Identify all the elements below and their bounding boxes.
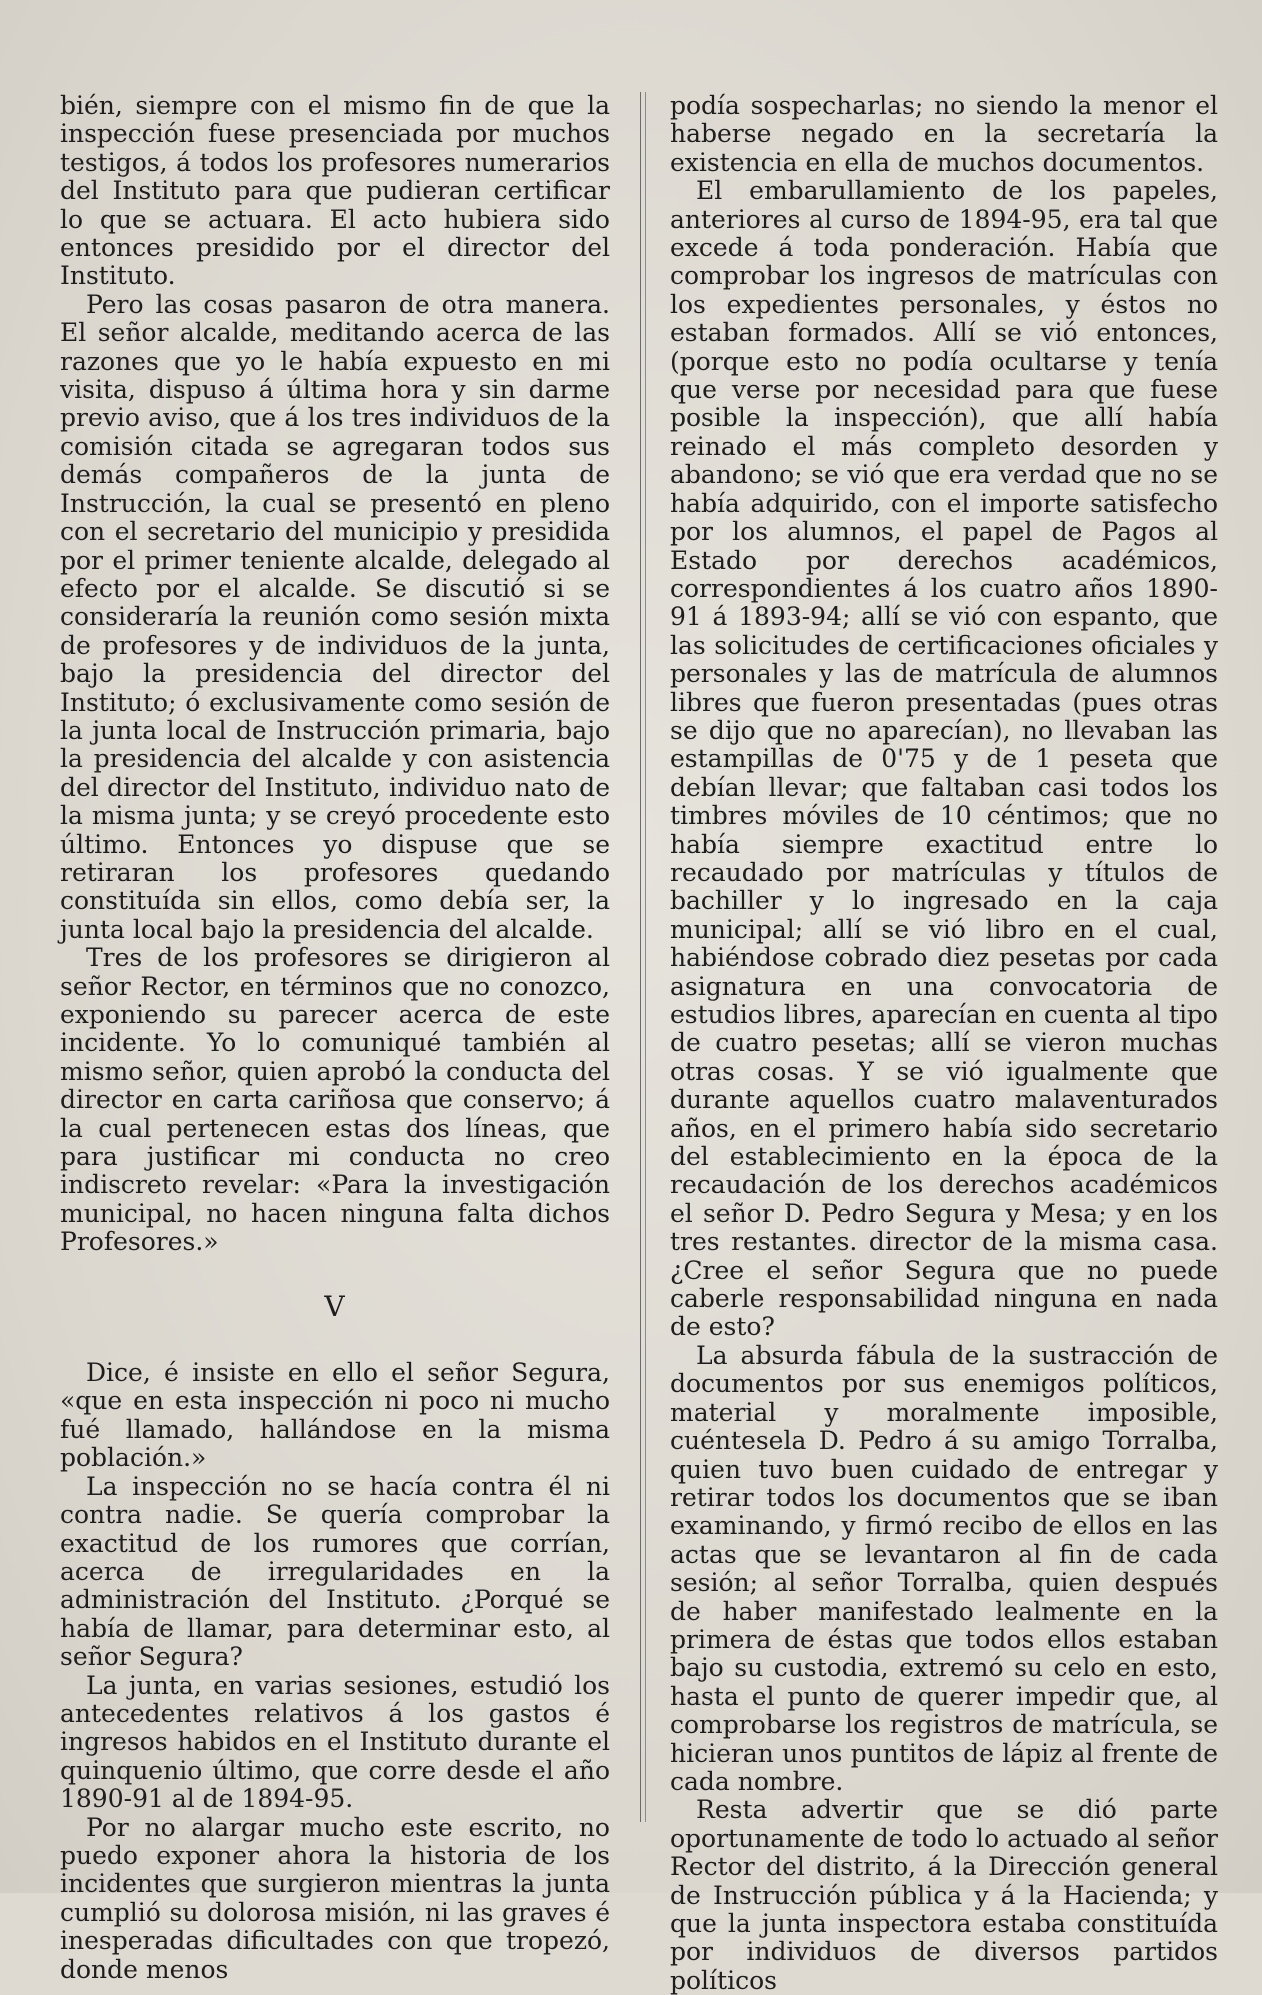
paragraph: Pero las cosas pasaron de otra manera. El señor alcalde, meditando acerca de las razones que yo le había expuesto en mi visita, dispuso á última hora y sin darme previo aviso, que á los tres individuos de la comisión citada se agregaran todos sus demás compañeros de la junta de Instrucción, la cual se presentó en pleno con el secretario del municipio y presidida por el primer teniente alcalde, delegado al efecto por el alcalde. Se discutió si se consideraría la reunión como sesión mixta de profesores y de individuos de la junta, bajo la presidencia del director del Instituto; ó exclusivamente como sesión de la junta local de Instrucción primaria, bajo la presidencia del alcalde y con asistencia del director del Instituto, individuo nato de la misma junta; y se creyó procedente esto último. Entonces yo dispuse que se retiraran los profesores quedando constituída sin ellos, como debía ser, la junta local bajo la presidencia del alcalde. [60,289,610,944]
paragraph: Resta advertir que se dió parte oportunamente de todo lo actuado al señor Rector del distrito, á la Dirección general de Instrucción pública y á la Hacienda; y que la junta inspectora estaba constituída por individuos de diversos partidos políticos [670,1795,1218,1995]
column-divider [645,92,646,1822]
paragraph: Por no alargar mucho este escrito, no puedo exponer ahora la historia de los incidentes que surgieron mientras la junta cumplió su dolorosa misión, ni las graves é inesperadas dificultades con que tropezó, donde menos [60,1812,610,1984]
section-heading: V [324,1289,346,1323]
right-column [670,92,1218,1995]
paragraph: podía sospecharlas; no siendo la menor el haberse negado en la secretaría la existencia en ella de muchos documentos. [670,91,1218,177]
column-divider [640,92,641,1822]
paragraph: bién, siempre con el mismo fin de que la inspección fuese presenciada por muchos testigos, á todos los profesores numerarios del Instituto para que pudieran certificar lo que se actuara. El acto hubiera sido entonces presidido por el director del Instituto. [60,91,610,291]
paragraph: La inspección no se hacía contra él ni contra nadie. Se quería comprobar la exactitud de los rumores que corrían, acerca de irregularidades en la administración del Instituto. ¿Porqué se había de llamar, para determinar esto, al señor Segura? [60,1471,610,1672]
paragraph: La junta, en varias sesiones, estudió los antecedentes relativos á los gastos é ingresos habidos en el Instituto durante el quinquenio último, que corre desde el año 1890-91 al de 1894-95. [60,1670,610,1814]
paragraph: La absurda fábula de la sustracción de documentos por sus enemigos políticos, material y moralmente imposible, cuéntesela D. Pedro á su amigo Torralba, quien tuvo buen cuidado de entregar y retirar todos los documentos que se iban examinando, y firmó recibo de ellos en las actas que se levantaron al fin de cada sesión; al señor Torralba, quien después de haber manifestado lealmente en la primera de éstas que todos ellos estaban bajo su custodia, extremó su celo en esto, hasta el punto de querer impedir que, al comprobarse los registros de matrícula, se hicieran unos puntitos de lápiz al frente de cada nombre. [670,1340,1218,1796]
paragraph: El embarullamiento de los papeles, anteriores al curso de 1894-95, era tal que excede á toda ponderación. Había que comprobar los ingresos de matrículas con los expedientes personales, y éstos no estaban formados. Allí se vió entonces, (porque esto no podía ocultarse y tenía que verse por necesidad para que fuese posible la inspección), que allí había reinado el más completo desorden y abandono; se vió que era verdad que no se había adquirido, con el importe satisfecho por los alumnos, el papel de Pagos al Estado por derechos académicos, correspondientes á los cuatro años 1890-91 á 1893-94; allí se vió con espanto, que las solicitudes de certificaciones oficiales y personales y las de matrícula de alumnos libres que fueron presentadas (pues otras se dijo que no aparecían), no llevaban las estampillas de 0'75 y de 1 peseta que debían llevar; que faltaban casi todos los timbres móviles de 10 céntimos; que no había siempre exactitud entre lo recaudado por matrículas y títulos de bachiller y lo ingresado en la caja municipal; allí se vió libro en el cual, habiéndose cobrado diez pesetas por cada asignatura en una convocatoria de estudios libres, aparecían en cuenta al tipo de cuatro pesetas; allí se vieron muchas otras cosas. Y se vió igualmente que durante aquellos cuatro malaventurados años, en el primero había sido secretario del establecimiento en la época de la recaudación de los derechos académicos el señor D. Pedro Segura y Mesa; y en los tres restantes. director de la misma casa. ¿Cree el señor Segura que no puede caberle responsabilidad ninguna en nada de esto? [670,176,1218,1342]
left-column [60,92,610,1984]
paragraph: Tres de los profesores se dirigieron al señor Rector, en términos que no conozco, exponiendo su parecer acerca de este incidente. Yo lo comuniqué también al mismo señor, quien aprobó la conducta del director en carta cariñosa que conservo; á la cual pertenecen estas dos líneas, que para justificar mi conducta no creo indiscreto revelar: «Para la investigación municipal, no hacen ninguna falta dichos Profesores.» [60,943,610,1257]
paragraph: Dice, é insiste en ello el señor Segura, «que en esta inspección ni poco ni mucho fué llamado, hallándose en la misma población.» [60,1358,610,1473]
